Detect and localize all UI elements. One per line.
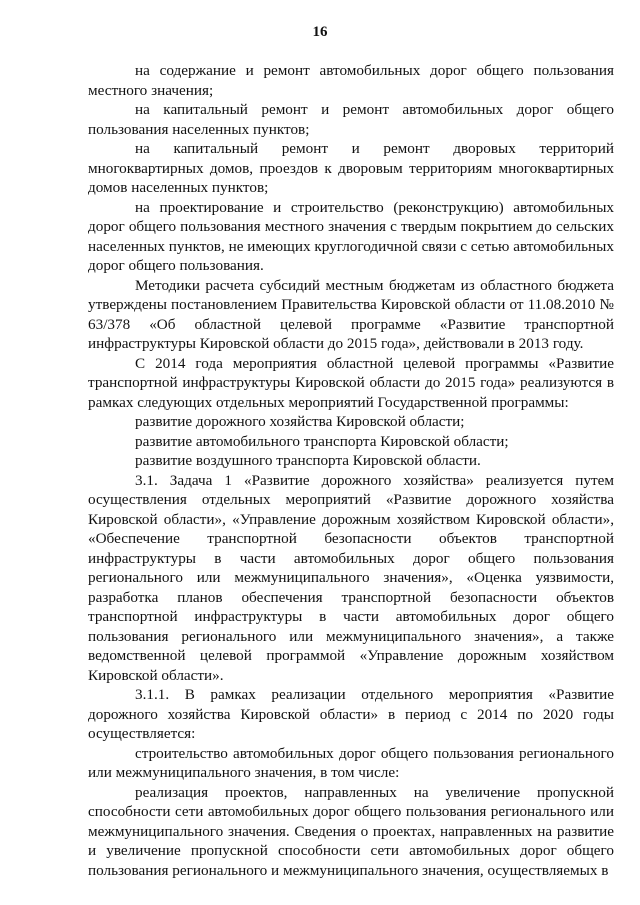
- document-body: [88, 61, 614, 880]
- paragraph: С 2014 года мероприятия областной целевой программы «Развитие транспортной инфраструктуры Кировской области до 2015 года» реализуются в рамках следующих отдельных мероприятий Государственной программы:: [88, 354, 614, 411]
- paragraph: развитие автомобильного транспорта Кировской области;: [135, 432, 509, 450]
- paragraph: на проектирование и строительство (реконструкцию) автомобильных дорог общего пользования местного значения с твердым покрытием до сельских населенных пунктов, не имеющих круглогодичной связи с сетью автомобильных дорог общего пользования.: [88, 198, 614, 274]
- paragraph: на капитальный ремонт и ремонт дворовых территорий многоквартирных домов, проездов к дворовым территориям многоквартирных домов населенных пунктов;: [88, 140, 614, 196]
- paragraph: 3.1.1. В рамках реализации отдельного мероприятия «Развитие дорожного хозяйства Кировской области» в период с 2014 по 2020 годы осуществляется:: [88, 686, 614, 742]
- paragraph: развитие воздушного транспорта Кировской области.: [135, 452, 481, 469]
- paragraph: на капитальный ремонт и ремонт автомобильных дорог общего пользования населенных пунктов;: [88, 101, 614, 138]
- paragraph: 3.1. Задача 1 «Развитие дорожного хозяйства» реализуется путем осуществления отдельных мероприятий «Развитие дорожного хозяйства Кировской области», «Управление дорожным хозяйством Кировской области», «Обеспечение транспортной безопасности объектов транспортной инфраструктуры в части автомобильных дорог общего пользования регионального или межмуниципального значения», «Оценка уязвимости, разработка планов обеспечения транспортной безопасности объектов транспортной инфраструктуры в части автомобильных дорог общего пользования регионального или межмуниципального значения», а также ведомственной целевой программой «Управление дорожным хозяйством Кировской области».: [88, 471, 614, 684]
- paragraph: реализация проектов, направленных на увеличение пропускной способности сети автомобильных дорог общего пользования регионального или межмуниципального значения. Сведения о проектах, направленных на развитие и увеличение пропускной способности сети автомобильных дорог общего пользования регионального и межмуниципального значения, осуществляемых в: [88, 783, 614, 879]
- paragraph: строительство автомобильных дорог общего пользования регионального или межмуниципального значения, в том числе:: [88, 744, 614, 781]
- paragraph: на содержание и ремонт автомобильных дорог общего пользования местного значения;: [88, 62, 614, 99]
- page-number: 16: [312, 24, 328, 40]
- paragraph: развитие дорожного хозяйства Кировской области;: [135, 413, 465, 430]
- paragraph: Методики расчета субсидий местным бюджетам из областного бюджета утверждены постановлением Правительства Кировской области от 11.08.2010 № 63/378 «Об областной целевой программе «Развитие транспортной инфраструктуры Кировской области до 2015 года», действовали в 2013 году.: [88, 276, 614, 352]
